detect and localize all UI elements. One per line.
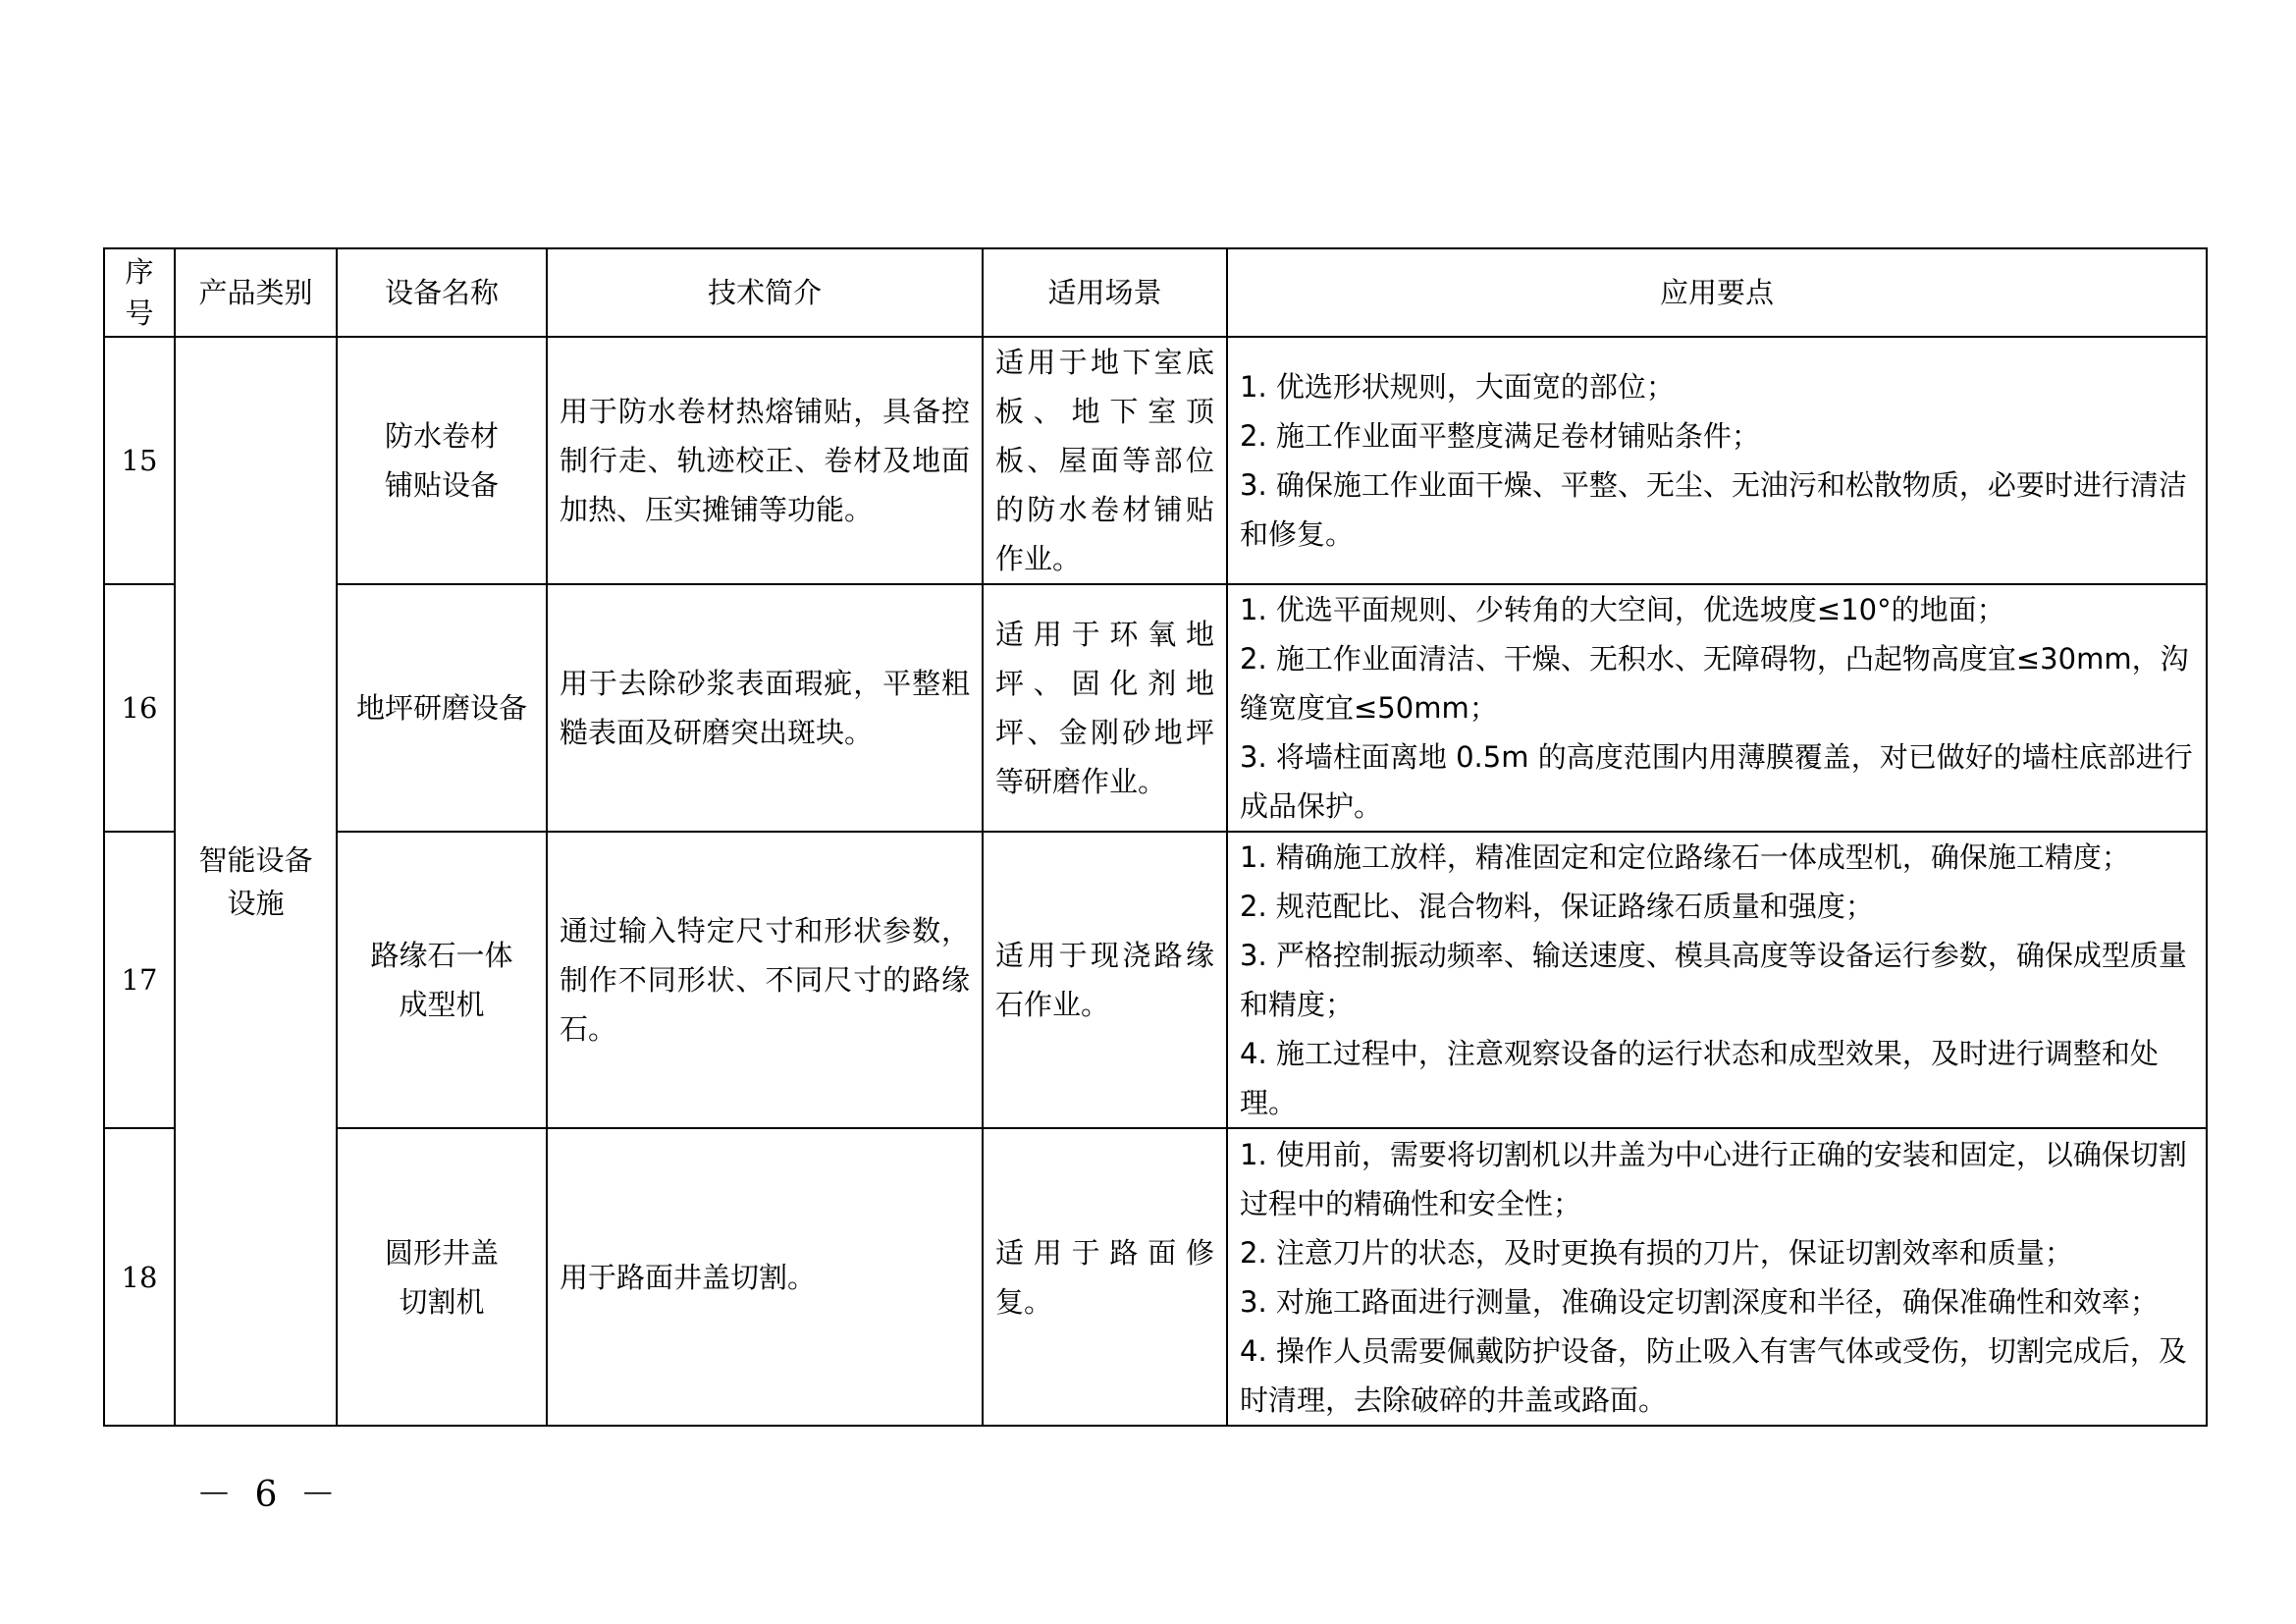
header-tech-intro: 技术简介 — [547, 248, 983, 337]
header-serial: 序号 — [104, 248, 175, 337]
point-item: 1. 优选形状规则，大面宽的部位； — [1240, 370, 1675, 404]
scene: 适用于现浇路缘石作业。 — [983, 832, 1227, 1128]
point-item: 1. 精确施工放样，精准固定和定位路缘石一体成型机，确保施工精度； — [1240, 840, 2130, 874]
header-scene: 适用场景 — [983, 248, 1227, 337]
scene: 适用于路面修复。 — [983, 1128, 1227, 1426]
key-points — [1227, 832, 2207, 1128]
point-item: 3. 将墙柱面离地 0.5m 的高度范围内用薄膜覆盖，对已做好的墙柱底部进行成品保护。 — [1240, 740, 2193, 823]
point-item: 3. 对施工路面进行测量，准确设定切割深度和半径，确保准确性和效率； — [1240, 1284, 2159, 1319]
row-number: 17 — [104, 832, 175, 1128]
key-points — [1227, 1128, 2207, 1426]
device-name: 防水卷材铺贴设备 — [337, 337, 547, 584]
key-points — [1227, 337, 2207, 584]
header-device-name: 设备名称 — [337, 248, 547, 337]
table-header-row — [104, 248, 2207, 337]
point-item: 2. 规范配比、混合物料，保证路缘石质量和强度； — [1240, 890, 1874, 923]
device-name: 路缘石一体成型机 — [337, 832, 547, 1128]
tech-intro: 用于防水卷材热熔铺贴，具备控制行走、轨迹校正、卷材及地面加热、压实摊铺等功能。 — [547, 337, 983, 584]
tech-intro: 用于路面井盖切割。 — [547, 1128, 983, 1426]
equipment-table — [103, 247, 2208, 1427]
tech-intro: 用于去除砂浆表面瑕疵，平整粗糙表面及研磨突出斑块。 — [547, 584, 983, 832]
point-item: 3. 确保施工作业面干燥、平整、无尘、无油污和松散物质，必要时进行清洁和修复。 — [1240, 468, 2187, 551]
device-name: 地坪研磨设备 — [337, 584, 547, 832]
scene: 适用于地下室底板、地下室顶板、屋面等部位的防水卷材铺贴作业。 — [983, 337, 1227, 584]
row-number: 15 — [104, 337, 175, 584]
row-number: 16 — [104, 584, 175, 832]
category-cell: 智能设备设施 — [175, 337, 337, 1426]
point-item: 2. 施工作业面平整度满足卷材铺贴条件； — [1240, 419, 1760, 453]
point-item: 1. 使用前，需要将切割机以井盖为中心进行正确的安装和固定，以确保切割过程中的精确性和安全性； — [1240, 1137, 2187, 1220]
header-key-points: 应用要点 — [1227, 248, 2207, 337]
header-category: 产品类别 — [175, 248, 337, 337]
table-row — [104, 832, 2207, 1128]
scene: 适用于环氧地坪、固化剂地坪、金刚砂地坪等研磨作业。 — [983, 584, 1227, 832]
key-points — [1227, 584, 2207, 832]
row-number: 18 — [104, 1128, 175, 1426]
table-row — [104, 1128, 2207, 1426]
point-item: 2. 施工作业面清洁、干燥、无积水、无障碍物，凸起物高度宜≤30mm，沟缝宽度宜≤50mm； — [1240, 642, 2189, 725]
table-row — [104, 584, 2207, 832]
point-item: 4. 操作人员需要佩戴防护设备，防止吸入有害气体或受伤，切割完成后，及时清理，去除破碎的井盖或路面。 — [1240, 1333, 2187, 1417]
device-name: 圆形井盖切割机 — [337, 1128, 547, 1426]
point-item: 2. 注意刀片的状态，及时更换有损的刀片，保证切割效率和质量； — [1240, 1235, 2073, 1270]
point-item: 1. 优选平面规则、少转角的大空间，优选坡度≤10°的地面； — [1240, 593, 2005, 626]
point-item: 3. 严格控制振动频率、输送速度、模具高度等设备运行参数，确保成型质量和精度； — [1240, 939, 2187, 1021]
table-row — [104, 337, 2207, 584]
tech-intro: 通过输入特定尺寸和形状参数，制作不同形状、不同尺寸的路缘石。 — [547, 832, 983, 1128]
point-item: 4. 施工过程中，注意观察设备的运行状态和成型效果，及时进行调整和处理。 — [1240, 1037, 2159, 1119]
page-number: － 6 － — [196, 1475, 342, 1515]
